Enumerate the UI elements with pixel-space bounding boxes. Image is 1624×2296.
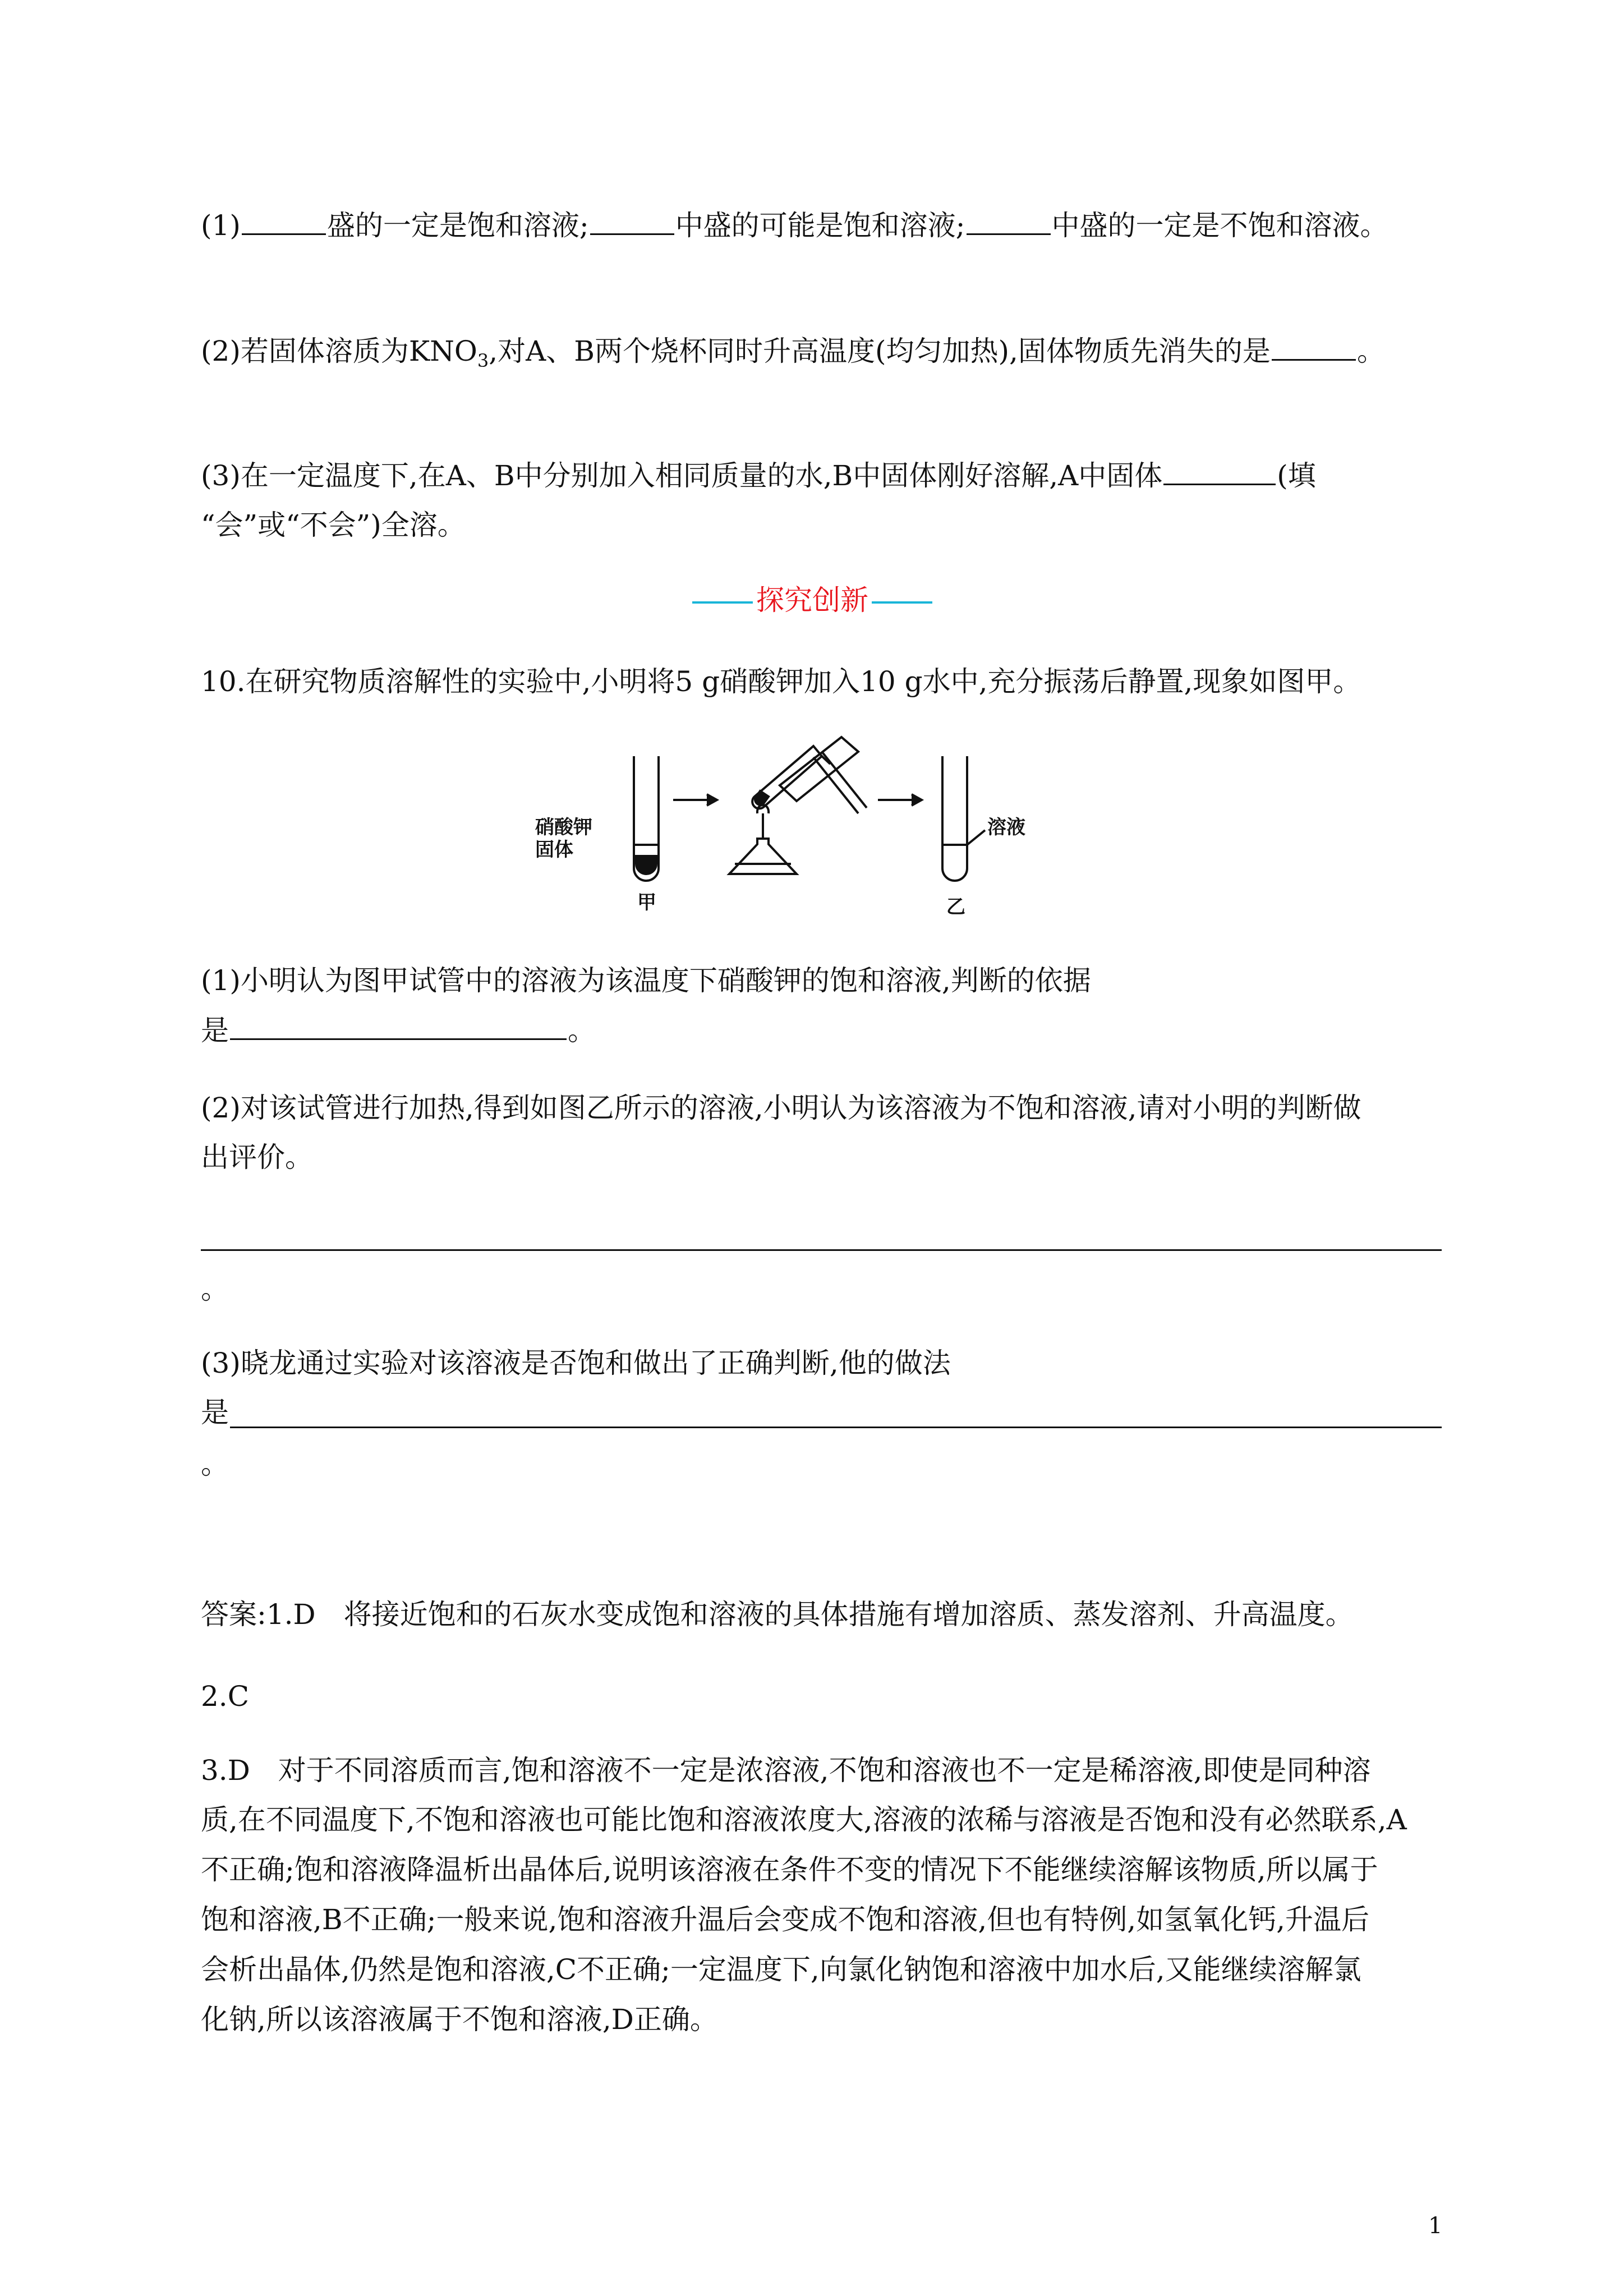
answer-1: 答案:1.D 将接近饱和的石灰水变成饱和溶液的具体措施有增加溶质、蒸发溶剂、升高温度。	[201, 1598, 1354, 1631]
title-bar-right	[872, 601, 932, 604]
answer-blank	[1163, 459, 1276, 485]
answer-blank	[230, 1014, 567, 1040]
title-bar-left	[692, 601, 753, 604]
alcohol-lamp-heating	[729, 805, 797, 874]
q10-stem: 10.在研究物质溶解性的实验中,小明将5 g硝酸钾加入10 g水中,充分振荡后静置,现象如图甲。	[201, 665, 1361, 698]
answer-blank	[967, 209, 1051, 235]
answer-3-line: 质,在不同温度下,不饱和溶液也可能比饱和溶液浓度大,溶液的浓稀与溶液是否饱和没有必然联系,A	[201, 1803, 1407, 1836]
q9-part3-line2: “会”或“不会”)全溶。	[201, 509, 466, 541]
figure-label-solid-2: 固体	[535, 839, 573, 861]
section-title: 探究创新	[689, 583, 936, 617]
q9-part1: (1) 盛的一定是饱和溶液; 中盛的可能是饱和溶液; 中盛的一定是不饱和溶液。	[201, 209, 1388, 242]
q10-part1-line1: (1)小明认为图甲试管中的溶液为该温度下硝酸钾的饱和溶液,判断的依据	[201, 964, 1091, 997]
answer-line	[230, 1427, 1442, 1428]
q9-part2: (2)若固体溶质为$KNO_3$,对A、B两个烧杯同时升高温度(均匀加热),固体物质先消失的是 。	[201, 335, 1385, 371]
figure-label-solution: 溶液	[987, 816, 1025, 839]
answer-line	[201, 1249, 1442, 1251]
q10-part3-end: 。	[201, 1448, 229, 1480]
answer-3-line: 饱和溶液,B不正确;一般来说,饱和溶液升温后会变成不饱和溶液,但也有特例,如氢氧化钙,升温后	[201, 1903, 1370, 1936]
answer-blank	[590, 209, 674, 235]
q10-part2-end: 。	[201, 1273, 229, 1305]
answer-3-line: 3.D 对于不同溶质而言,饱和溶液不一定是浓溶液,不饱和溶液也不一定是稀溶液,即使是同种溶	[201, 1754, 1371, 1787]
answer-3-line: 不正确;饱和溶液降温析出晶体后,说明该溶液在条件不变的情况下不能继续溶解该物质,所以属于	[201, 1853, 1378, 1886]
arrow-right-icon	[673, 794, 717, 806]
answer-2: 2.C	[201, 1680, 249, 1713]
answer-3-line: 会析出晶体,仍然是饱和溶液,C不正确;一定温度下,向氯化钠饱和溶液中加水后,又能继续溶解氯	[201, 1953, 1361, 1986]
q10-part1-line2: 是 。	[201, 1014, 596, 1047]
answer-3-line: 化钠,所以该溶液属于不饱和溶液,D正确。	[201, 2003, 718, 2036]
answer-blank	[242, 209, 326, 235]
q9-part3-line1: (3)在一定温度下,在A、B中分别加入相同质量的水,B中固体刚好溶解,A中固体 (填	[201, 459, 1316, 492]
q10-part2-line1: (2)对该试管进行加热,得到如图乙所示的溶液,小明认为该溶液为不饱和溶液,请对小明的判断做	[201, 1092, 1361, 1124]
test-tube-jia	[634, 756, 659, 881]
figure-label-solid-1: 硝酸钾	[535, 816, 592, 839]
q10-part3-line1: (3)晓龙通过实验对该溶液是否饱和做出了正确判断,他的做法	[201, 1347, 951, 1379]
figure-label-jia: 甲	[637, 891, 656, 914]
q10-part3-line2: 是	[201, 1396, 229, 1429]
page-number: 1	[1428, 2213, 1443, 2239]
q10-part2-line2: 出评价。	[201, 1141, 313, 1174]
answer-blank	[1272, 334, 1356, 361]
arrow-right-icon	[878, 794, 922, 806]
experiment-figure	[533, 729, 1122, 931]
figure-label-yi: 乙	[946, 896, 965, 918]
test-tube-yi	[942, 756, 985, 881]
tilted-test-tube	[752, 737, 867, 813]
